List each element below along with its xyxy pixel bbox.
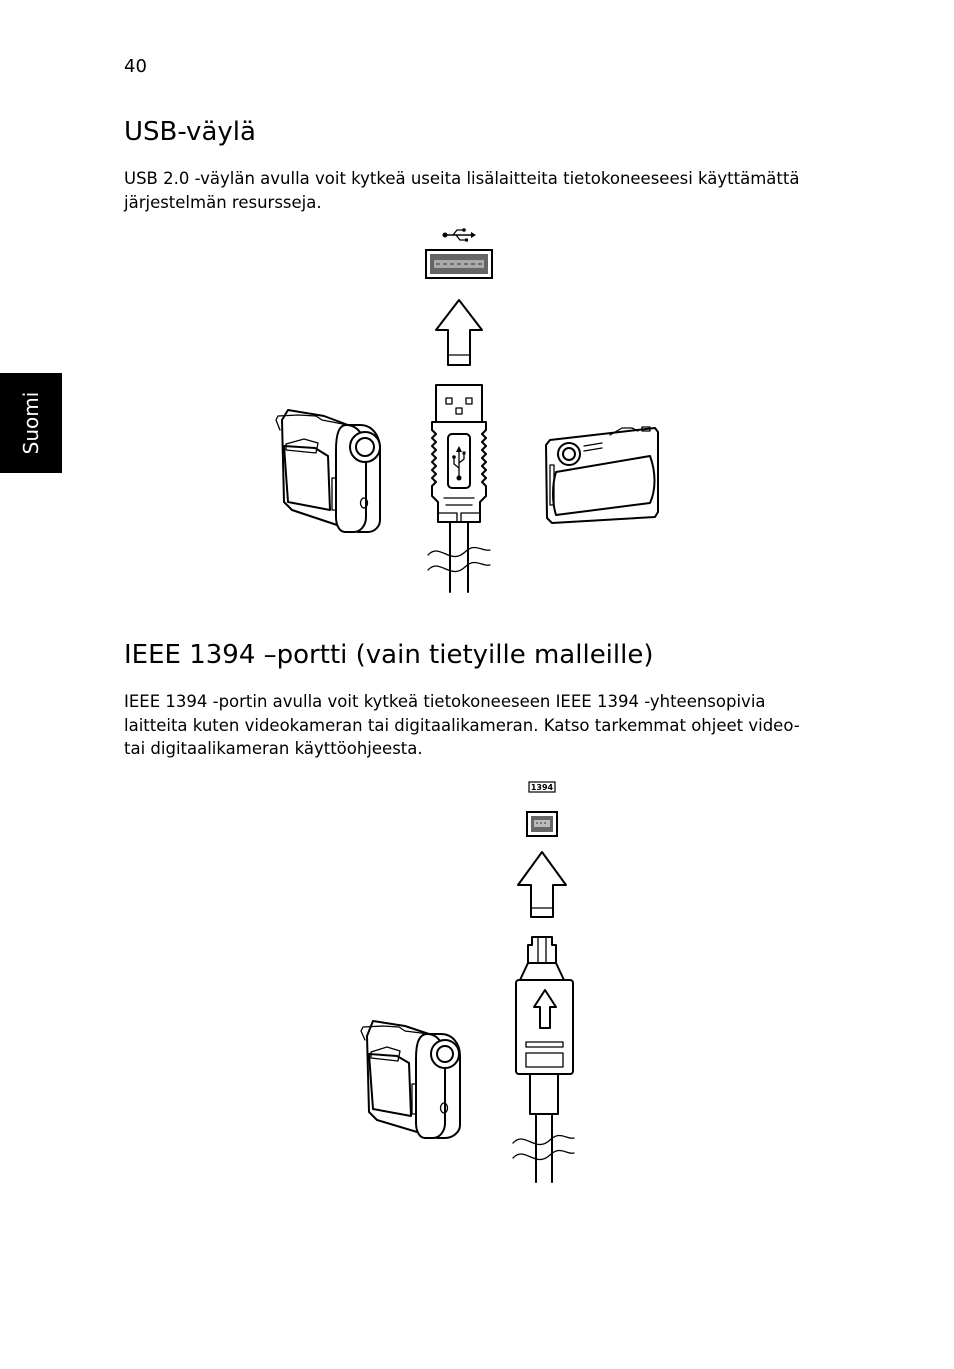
arrow-up-icon [518,852,566,917]
usb-plug-icon [428,385,490,592]
firewire-label-text: 1394 [530,783,554,792]
ieee1394-section-title: IEEE 1394 –portti (vain tietyille malleille) [124,640,654,670]
usb-section-title: USB-väylä [124,117,256,147]
usb-connection-figure [260,220,680,600]
language-tab [0,373,62,473]
firewire-plug-icon [513,937,574,1182]
page-number: 40 [124,56,147,77]
firewire-label [529,782,555,792]
camcorder-icon [276,410,380,532]
usb-port-icon [426,250,492,278]
language-tab-label: Suomi [19,391,43,455]
camcorder-icon [361,1021,460,1138]
firewire-port-icon [527,812,557,836]
usb-icon [443,228,477,241]
digital-camera-icon [546,427,658,523]
ieee1394-section-body: IEEE 1394 -portin avulla voit kytkeä tietokoneeseen IEEE 1394 -yhteensopivia laitteita kuten videokameran tai digitaalikameran. Katso tarkemmat ohjeet video- tai digitaalikameran käyttöohjeesta. [124,692,800,758]
usb-section-body: USB 2.0 -väylän avulla voit kytkeä useita lisälaitteita tietokoneeseesi käyttämättä järjestelmän resursseja. [124,169,800,212]
ieee1394-connection-figure [350,775,600,1185]
